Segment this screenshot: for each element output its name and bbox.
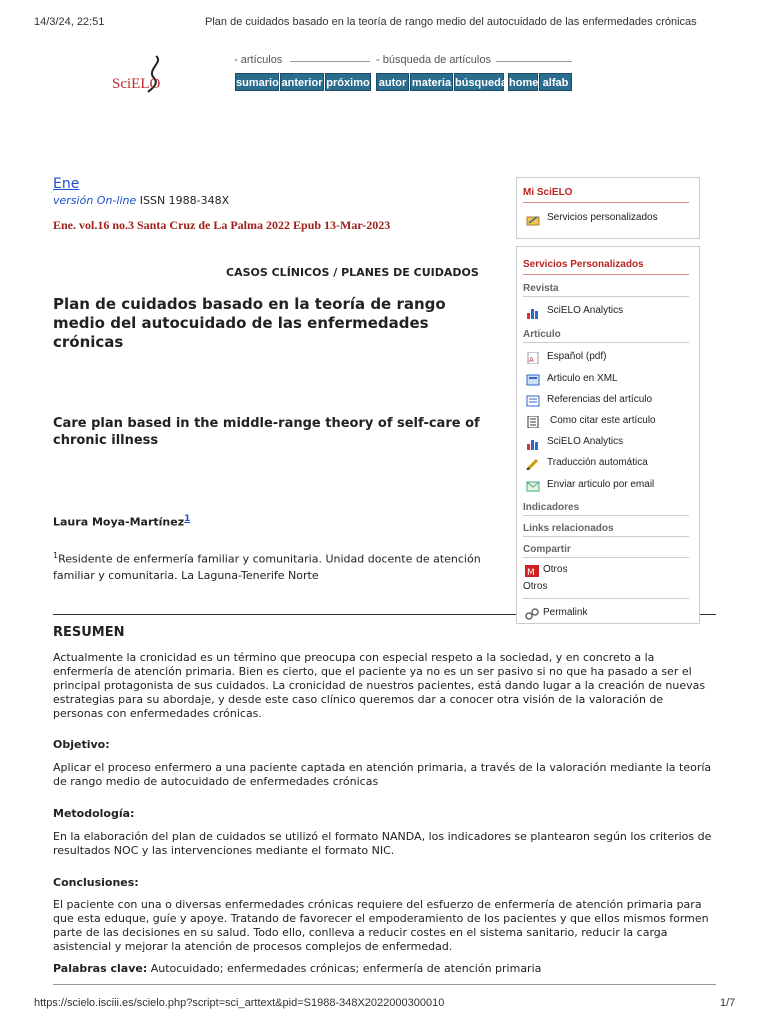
scielo-logo[interactable] — [112, 54, 172, 96]
palabras-clave: Palabras clave: Autocuidado; enfermedades crónicas; enfermería de atención primaria — [53, 962, 542, 975]
objetivo-text: Aplicar el proceso enfermero a una paciente captada en atención primaria, a través de la valoración mediante la teoría de rango medio de autocuidado de enfermedades crónicas — [53, 761, 712, 788]
article-author: Laura Moya-Martínez$^1$ — [53, 514, 191, 529]
compartir-heading: Compartir — [523, 544, 571, 555]
nav-busqueda-label: - búsqueda de artículos — [376, 54, 491, 66]
svg-text:A: A — [529, 356, 534, 364]
issue-info: Ene. vol.16 no.3 Santa Cruz de La Palma 2022 Epub 13-Mar-2023 — [53, 218, 391, 232]
articulo-analytics-link[interactable]: SciELO Analytics — [523, 436, 683, 450]
nav-articulos-label: - artículos — [234, 54, 283, 66]
pen-icon — [526, 458, 540, 470]
link-icon — [525, 608, 539, 620]
indicadores-link[interactable]: Indicadores — [523, 502, 580, 513]
logo-text: SciELO — [112, 76, 161, 92]
nav-home-button[interactable]: home — [508, 73, 538, 91]
print-page-title: Plan de cuidados basado en la teoría de rango medio del autocuidado de las enfermedades crónicas — [205, 16, 697, 28]
conclusiones-text: El paciente con una o diversas enfermedades crónicas requiere del esfuerzo de enfermería de atención primaria para que esta eduque, guíe y apoye. Tratando de favorecer el empoderamiento de los pacientes y que ellos mismos formen parte de las decisiones en su salud. Todo ello, conlleva a reducir costes en el sistema sanitario, reducir la carga asistencial y mejorar la atención de procesos complejos de enfermedad. — [53, 898, 709, 953]
article-title-en: Care plan based in the middle-range theory of self-care of chronic illness — [53, 416, 480, 448]
links-relacionados-link[interactable]: Links relacionados — [523, 523, 614, 534]
pdf-link[interactable]: A Español (pdf) — [523, 351, 683, 365]
nav-proximo-button[interactable]: próximo — [325, 73, 371, 91]
permalink-link[interactable]: Permalink — [523, 607, 683, 621]
xml-link[interactable]: Articulo en XML — [523, 373, 683, 387]
nav-sumario-button[interactable]: sumario — [235, 73, 279, 91]
mi-scielo-box: Mi SciELO Servicios personalizados — [516, 177, 700, 239]
document-icon — [526, 416, 540, 428]
servicios-box — [516, 246, 700, 624]
folder-icon — [526, 214, 540, 226]
references-link[interactable]: Referencias del artículo — [523, 394, 683, 408]
svg-text:M: M — [527, 568, 535, 577]
nav-autor-button[interactable]: autor — [376, 73, 409, 91]
revista-heading: Revista — [523, 283, 559, 294]
objetivo-heading: Objetivo: — [53, 738, 110, 751]
bar-chart-icon — [526, 438, 540, 450]
email-icon — [526, 480, 540, 492]
resumen-intro: Actualmente la cronicidad es un término que preocupa con especial respeto a la sociedad, y en concreto a la enfermería de atención primaria. Bien es cierto, que el paciente ya no es un ser pasivo si no que ha pasado a ser el principal protagonista de sus cuidados. La cronicidad de nuestros pacientes, está dando lugar a la creación de nuevas estrategias para su abordaje, y desde este caso clínico queremos dar a conocer otra visión de la valoración de personas con enfermedades crónicas. — [53, 651, 706, 720]
metodologia-text: En la elaboración del plan de cuidados se utilizó el formato NANDA, los indicadores se plantearon según los criterios de resultados NOC y las intervenciones mediante el formato NIC. — [53, 830, 712, 857]
author-affiliation-link[interactable]: 1 — [184, 514, 191, 524]
xml-icon — [526, 374, 540, 386]
author-affiliation: $^1$Residente de enfermería familiar y comunitaria. Unidad docente de atención familiar y comunitaria. La Laguna-Tenerife Norte — [53, 551, 481, 582]
footer-page-number: 1/7 — [720, 997, 736, 1009]
article-section: CASOS CLÍNICOS / PLANES DE CUIDADOS — [226, 266, 479, 279]
nav-materia-button[interactable]: materia — [410, 73, 453, 91]
cite-link[interactable]: Como citar este artículo — [523, 415, 683, 429]
nav-alfab-button[interactable]: alfab — [539, 73, 572, 91]
references-icon — [526, 395, 540, 407]
translate-link[interactable]: Traducción automática — [523, 457, 683, 471]
nav-busqueda-button[interactable]: búsqueda — [454, 73, 504, 91]
share-otros-link[interactable]: M Otros — [527, 564, 568, 577]
conclusiones-heading: Conclusiones: — [53, 876, 139, 889]
metodologia-heading: Metodología: — [53, 807, 135, 820]
share-otros-text[interactable]: Otros — [523, 581, 548, 592]
journal-name-link[interactable]: Ene — [53, 176, 80, 192]
resumen-heading: RESUMEN — [53, 625, 125, 640]
mi-scielo-title: Mi SciELO — [523, 187, 573, 198]
servicios-title: Servicios Personalizados — [523, 259, 644, 270]
print-date: 14/3/24, 22:51 — [34, 16, 105, 28]
footer-url: https://scielo.isciii.es/scielo.php?script=sci_arttext&pid=S1988-348X2022000300010 — [34, 997, 445, 1009]
bar-chart-icon — [526, 307, 540, 319]
journal-version: versión On-line ISSN 1988-348X — [53, 194, 230, 207]
nav-anterior-button[interactable]: anterior — [280, 73, 324, 91]
pdf-icon — [526, 352, 540, 364]
email-link[interactable]: Enviar articulo por email — [523, 479, 683, 493]
share-icon — [525, 565, 539, 577]
revista-analytics-link[interactable]: SciELO Analytics — [523, 305, 683, 319]
article-title-es: Plan de cuidados basado en la teoría de rango medio del autocuidado de las enfermedades crónicas — [53, 295, 446, 351]
articulo-heading: Articulo — [523, 329, 561, 340]
